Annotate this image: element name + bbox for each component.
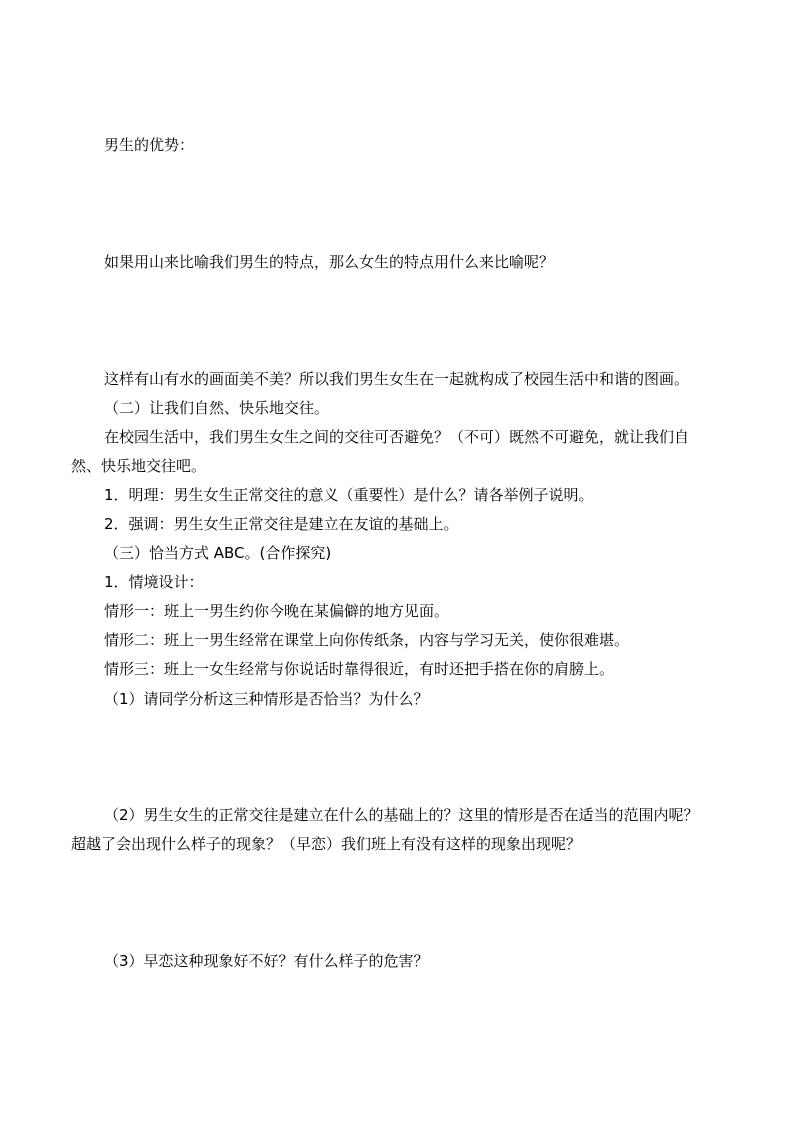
- section-heading-2: （二）让我们自然、快乐地交往。: [104, 399, 330, 417]
- line-item-2-emphasis: 2．强调：男生女生正常交往是建立在友谊的基础上。: [104, 515, 459, 533]
- line-scenario-2: 情形二：班上一男生经常在课堂上向你传纸条，内容与学习无关，使你很难堪。: [104, 631, 630, 649]
- line-scenario-1: 情形一：班上一男生约你今晚在某偏僻的地方见面。: [104, 602, 450, 620]
- line-mountain-metaphor-question: 如果用山来比喻我们男生的特点，那么女生的特点用什么来比喻呢？: [104, 253, 555, 271]
- line-question-2-cont: 超越了会出现什么样子的现象？（早恋）我们班上有没有这样的现象出现呢？: [71, 835, 582, 853]
- line-scenario-3: 情形三：班上一女生经常与你说话时靠得很近，有时还把手搭在你的肩膀上。: [104, 660, 615, 678]
- section-heading-3: （三）恰当方式 ABC。(合作探究): [104, 544, 332, 562]
- line-item-1-significance: 1．明理：男生女生正常交往的意义（重要性）是什么？请各举例子说明。: [104, 486, 594, 504]
- line-scenario-design: 1．情境设计：: [104, 573, 204, 591]
- line-interaction-unavoidable-cont: 然、快乐地交往吧。: [71, 457, 207, 475]
- line-question-2: （2）男生女生的正常交往是建立在什么的基础上的？这里的情形是否在适当的范围内呢？: [104, 806, 699, 824]
- line-question-3: （3）早恋这种现象好不好？有什么样子的危害？: [104, 952, 429, 970]
- line-boys-advantages: 男生的优势：: [104, 136, 195, 154]
- line-interaction-unavoidable: 在校园生活中，我们男生女生之间的交往可否避免？（不可）既然不可避免，就让我们自: [104, 428, 690, 446]
- line-harmony-picture: 这样有山有水的画面美不美？所以我们男生女生在一起就构成了校园生活中和谐的图画。: [104, 370, 690, 388]
- line-question-1: （1）请同学分析这三种情形是否恰当？为什么？: [104, 690, 429, 708]
